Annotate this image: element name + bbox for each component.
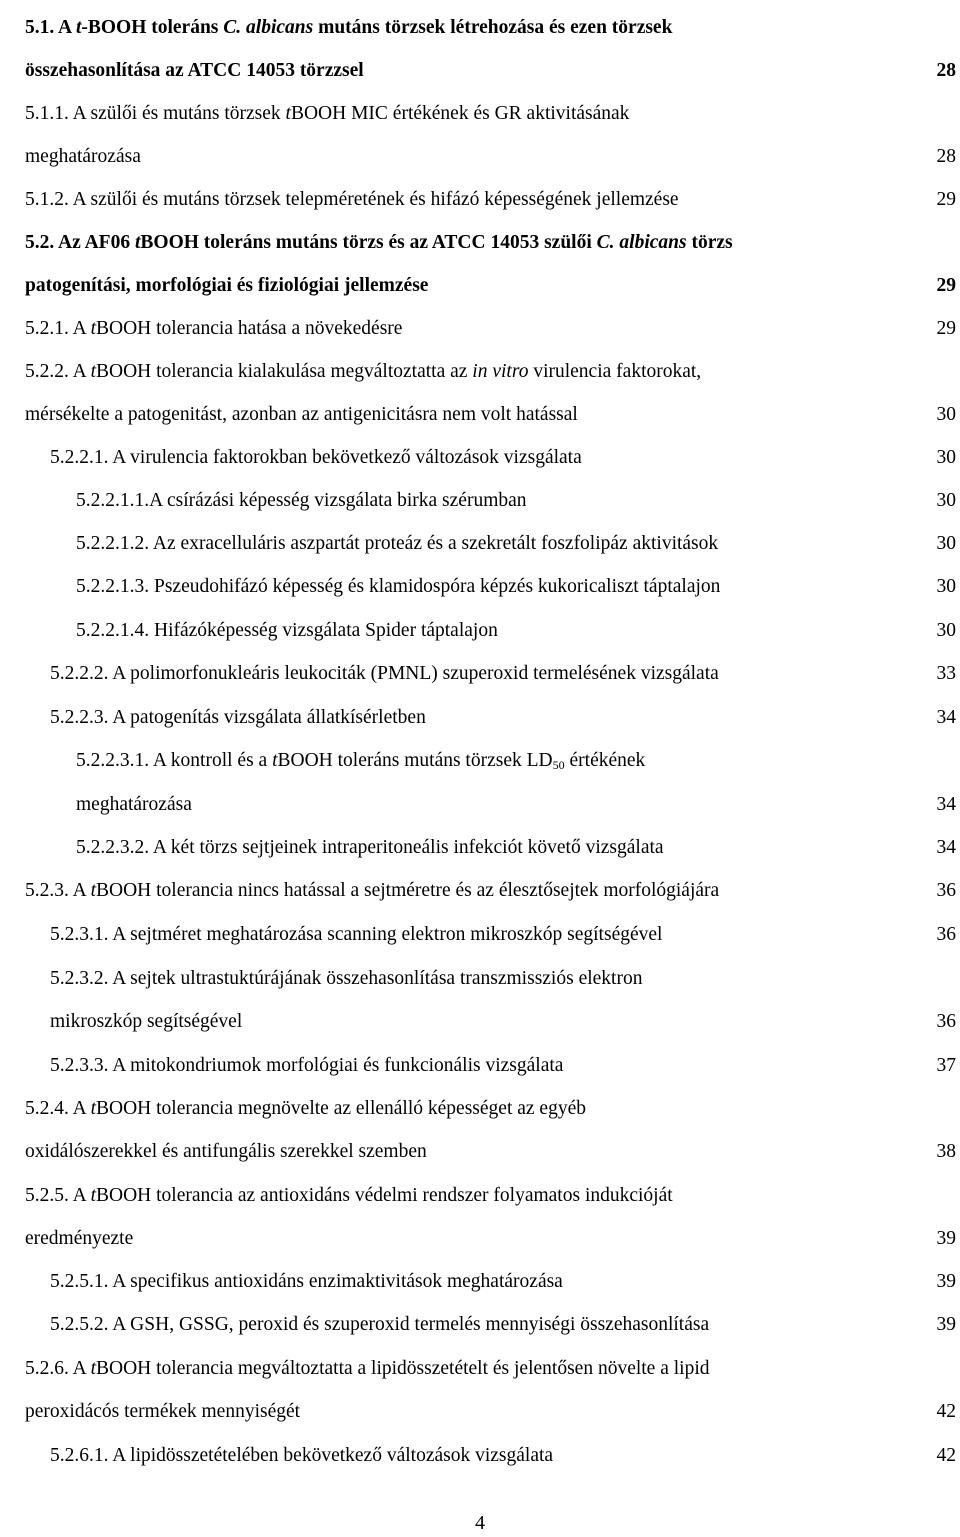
toc-entry-text: 5.2.6. A tBOOH tolerancia megváltoztatta a lipidösszetételt és jelentősen növelte a lipid bbox=[25, 1358, 710, 1379]
toc-entry-page: 36 bbox=[936, 1011, 956, 1032]
toc-entry-text: 5.2.2.3. A patogenítás vizsgálata állatkísérletben bbox=[50, 707, 426, 728]
toc-entry-text: 5.2.6.1. A lipidösszetételében bekövetkező változások vizsgálata bbox=[50, 1445, 554, 1466]
toc-entry-text: 5.2.2. A tBOOH tolerancia kialakulása megváltoztatta az in vitro virulencia faktorokat, bbox=[25, 361, 702, 382]
toc-entry-page: 34 bbox=[936, 837, 956, 858]
toc-entry-page: 34 bbox=[936, 794, 956, 815]
toc-entry-text: eredményezte bbox=[25, 1228, 134, 1249]
toc-entry-text: 5.2.2.1.1.A csírázási képesség vizsgálata birka szérumban bbox=[76, 490, 527, 511]
toc-entry-page: 39 bbox=[936, 1271, 956, 1292]
toc-entry-text: peroxidácós termékek mennyiségét bbox=[25, 1401, 301, 1422]
toc-entry-text: 5.2.1. A tBOOH tolerancia hatása a növekedésre bbox=[25, 318, 403, 339]
toc-entry-text: 5.2.3.2. A sejtek ultrastuktúrájának összehasonlítása transzmissziós elektron bbox=[50, 968, 643, 989]
toc-entry-text: oxidálószerekkel és antifungális szerekkel szemben bbox=[25, 1141, 427, 1162]
toc-entry-page: 29 bbox=[936, 318, 956, 339]
toc-entry-text: 5.2.2.2. A polimorfonukleáris leukociták (PMNL) szuperoxid termelésének vizsgálata bbox=[50, 663, 719, 684]
toc-entry-page: 33 bbox=[936, 663, 956, 684]
toc-entry-page: 38 bbox=[936, 1141, 956, 1162]
toc-entry-text: 5.1. A t-BOOH toleráns C. albicans mutáns törzsek létrehozása és ezen törzsek bbox=[25, 17, 673, 38]
toc-entry-text: patogenítási, morfológiai és fiziológiai jellemzése bbox=[25, 275, 429, 296]
toc-entry-text: 5.2.2.3.2. A két törzs sejtjeinek intraperitoneális infekciót követő vizsgálata bbox=[76, 837, 664, 858]
toc-entry-page: 30 bbox=[936, 620, 956, 641]
toc-entry-page: 36 bbox=[936, 880, 956, 901]
toc-entry-text: 5.1.1. A szülői és mutáns törzsek tBOOH MIC értékének és GR aktivitásának bbox=[25, 103, 630, 124]
toc-entry-text: meghatározása bbox=[25, 146, 141, 167]
toc-entry-text: 5.2.2.3.1. A kontroll és a tBOOH toleráns mutáns törzsek $LD_{50}$ értékének bbox=[76, 750, 646, 772]
toc-entry-text: 5.2.3. A tBOOH tolerancia nincs hatással a sejtméretre és az élesztősejtek morfológiájára bbox=[25, 880, 720, 901]
toc-entry-text: 5.2.3.1. A sejtméret meghatározása scanning elektron mikroszkóp segítségével bbox=[50, 924, 663, 945]
toc-entry-page: 28 bbox=[936, 146, 956, 167]
toc-entry-text: 5.2.2.1.2. Az exracelluláris aszpartát proteáz és a szekretált foszfolipáz aktivitások bbox=[76, 533, 719, 554]
toc-entry-text: mikroszkóp segítségével bbox=[50, 1011, 243, 1032]
toc-entry-page: 30 bbox=[936, 404, 956, 425]
toc-entry-text: összehasonlítása az ATCC 14053 törzzsel bbox=[25, 60, 364, 81]
toc-entry-page: 28 bbox=[936, 60, 956, 81]
toc-entry-page: 39 bbox=[936, 1228, 956, 1249]
page-number: 4 bbox=[475, 1512, 485, 1534]
toc-entry-page: 42 bbox=[936, 1401, 956, 1422]
toc-entry-page: 29 bbox=[936, 189, 956, 210]
toc-entry-page: 42 bbox=[936, 1445, 956, 1466]
toc-entry-text: 5.2.3.3. A mitokondriumok morfológiai és funkcionális vizsgálata bbox=[50, 1055, 564, 1076]
toc-entry-text: 5.2.5. A tBOOH tolerancia az antioxidáns védelmi rendszer folyamatos indukcióját bbox=[25, 1185, 673, 1206]
toc-entry-text: 5.2.5.2. A GSH, GSSG, peroxid és szuperoxid termelés mennyiségi összehasonlítása bbox=[50, 1314, 710, 1335]
toc-entry-page: 39 bbox=[936, 1314, 956, 1335]
toc-entry-page: 29 bbox=[936, 275, 956, 296]
toc-entry-text: 5.2. Az AF06 tBOOH toleráns mutáns törzs és az ATCC 14053 szülői C. albicans törzs bbox=[25, 232, 733, 253]
toc-entry-text: 5.2.2.1. A virulencia faktorokban bekövetkező változások vizsgálata bbox=[50, 447, 582, 468]
toc-entry-page: 37 bbox=[936, 1055, 956, 1076]
toc-entry-page: 36 bbox=[936, 924, 956, 945]
toc-entry-page: 34 bbox=[936, 707, 956, 728]
toc-entry-page: 30 bbox=[936, 490, 956, 511]
toc-entry-text: 5.2.2.1.4. Hifázóképesség vizsgálata Spider táptalajon bbox=[76, 620, 498, 641]
toc-entry-text: 5.2.5.1. A specifikus antioxidáns enzimaktivitások meghatározása bbox=[50, 1271, 563, 1292]
toc-entry-page: 30 bbox=[936, 576, 956, 597]
toc-entry-text: 5.1.2. A szülői és mutáns törzsek telepméretének és hifázó képességének jellemzése bbox=[25, 189, 679, 210]
toc-entry-text: 5.2.2.1.3. Pszeudohifázó képesség és klamidospóra képzés kukoricaliszt táptalajon bbox=[76, 576, 721, 597]
toc-entry-text: meghatározása bbox=[76, 794, 192, 815]
toc-entry-page: 30 bbox=[936, 447, 956, 468]
toc-entry-text: mérsékelte a patogenitást, azonban az antigenicitásra nem volt hatással bbox=[25, 404, 578, 425]
toc-entry-text: 5.2.4. A tBOOH tolerancia megnövelte az ellenálló képességet az egyéb bbox=[25, 1098, 586, 1119]
toc-entry-page: 30 bbox=[936, 533, 956, 554]
